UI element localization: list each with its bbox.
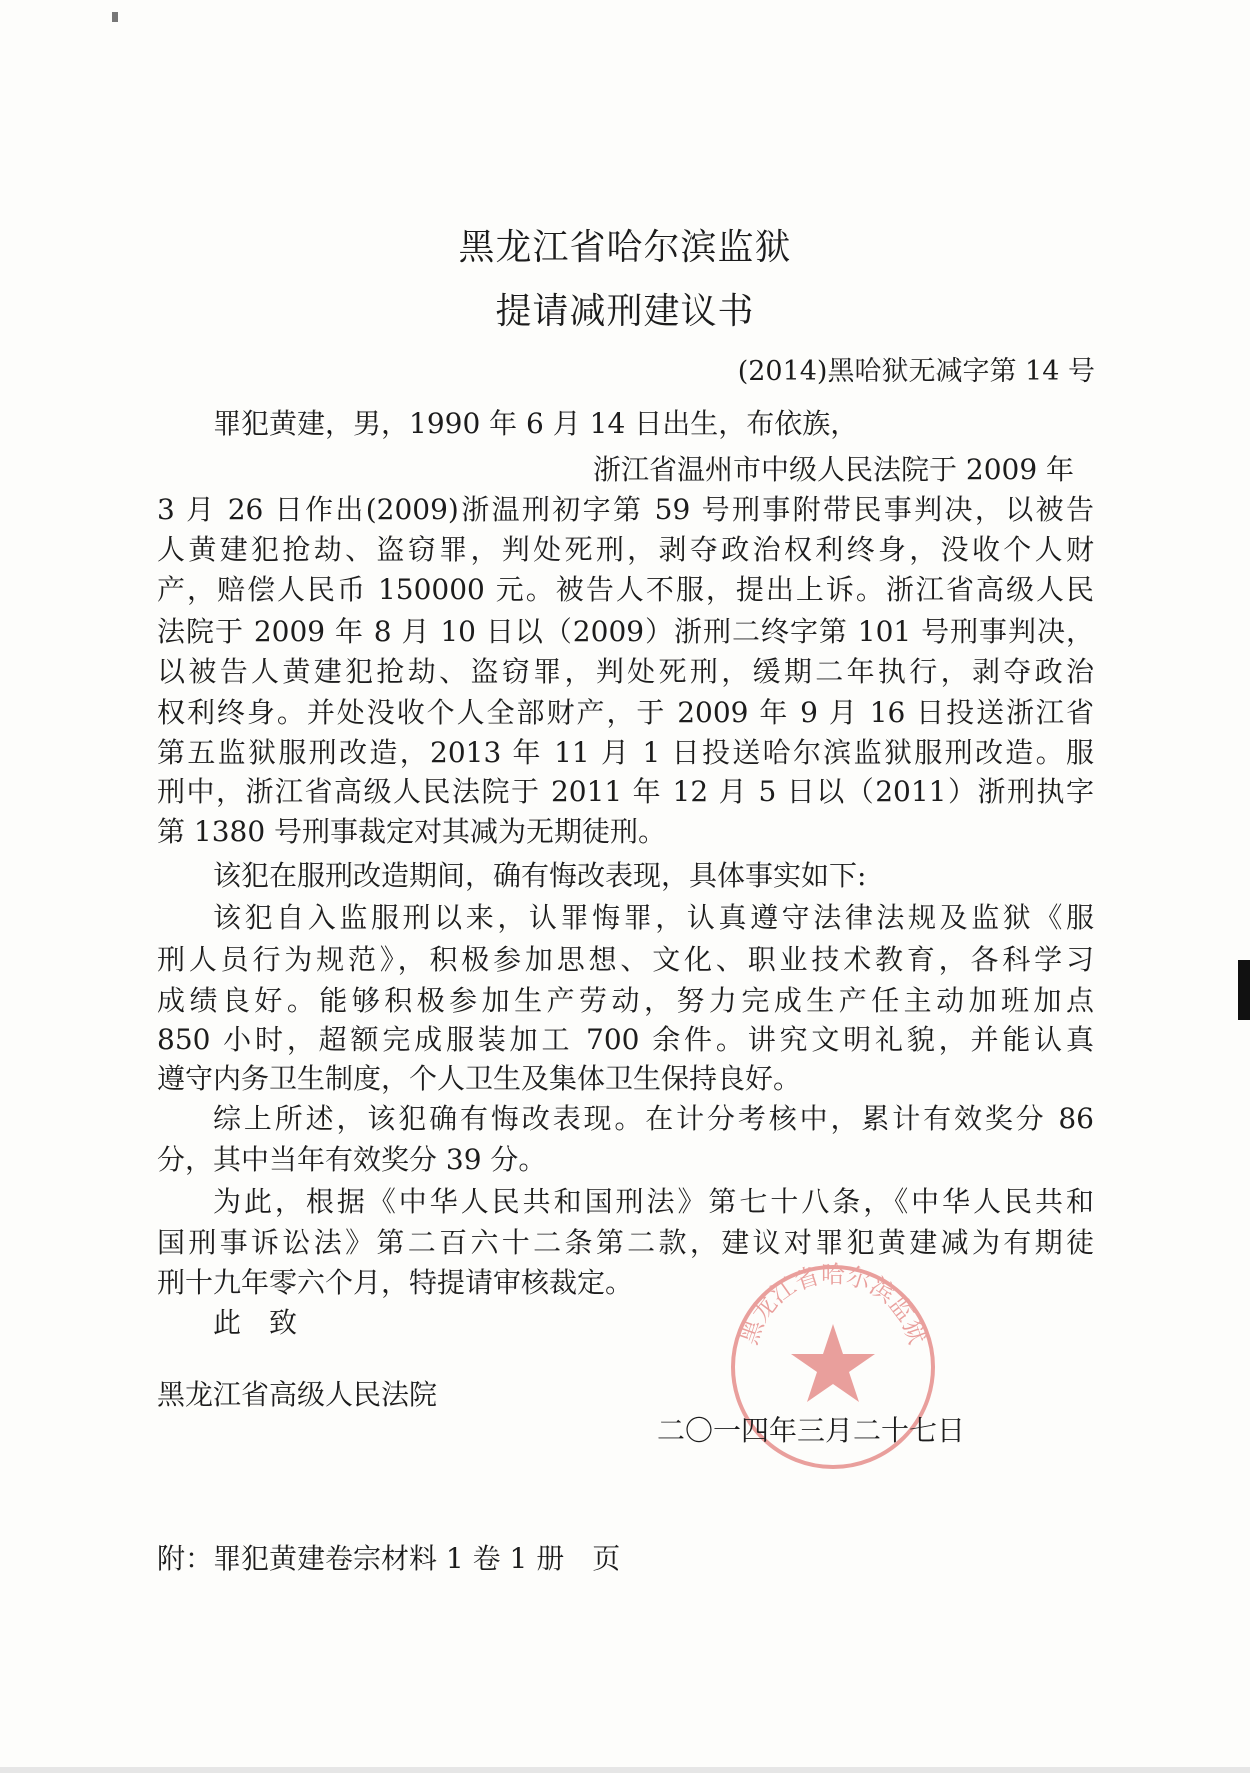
body-line-17: 遵守内务卫生制度，个人卫生及集体卫生保持良好。: [157, 1062, 802, 1095]
body-line-18: 综上所述，该犯确有悔改表现。在计分考核中，累计有效奖分 86: [213, 1102, 1094, 1135]
body-line-5: 产，赔偿人民币 150000 元。被告人不服，提出上诉。浙江省高级人民: [157, 573, 1094, 606]
seal-text: 黑龙江省哈尔滨监狱: [734, 1262, 932, 1349]
body-line-21: 国刑事诉讼法》第二百六十二条第二款，建议对罪犯黄建减为有期徒: [157, 1226, 1094, 1259]
body-line-4: 人黄建犯抢劫、盗窃罪，判处死刑，剥夺政治权利终身，没收个人财: [157, 533, 1094, 566]
body-line-3: 3 月 26 日作出(2009)浙温刑初字第 59 号刑事附带民事判决，以被告: [157, 493, 1094, 526]
body-line-16: 850 小时，超额完成服装加工 700 余件。讲究文明礼貌，并能认真: [157, 1023, 1094, 1056]
body-line-11: 第 1380 号刑事裁定对其减为无期徒刑。: [157, 815, 667, 848]
body-line-13: 该犯自入监服刑以来，认罪悔罪，认真遵守法律法规及监狱《服: [213, 901, 1094, 934]
body-line-19: 分，其中当年有效奖分 39 分。: [157, 1143, 547, 1176]
star-icon: [791, 1324, 875, 1402]
document-title: 黑龙江省哈尔滨监狱: [458, 227, 792, 268]
body-line-22: 刑十九年零六个月，特提请审核裁定。: [157, 1266, 634, 1299]
scan-artifact: [112, 12, 118, 22]
body-line-1: 罪犯黄建，男，1990 年 6 月 14 日出生，布依族，: [213, 407, 859, 440]
document-subtitle: 提请减刑建议书: [495, 291, 755, 332]
body-line-15: 成绩良好。能够积极参加生产劳动，努力完成生产任主动加班加点: [157, 984, 1094, 1017]
body-line-9: 第五监狱服刑改造，2013 年 11 月 1 日投送哈尔滨监狱服刑改造。服: [157, 736, 1094, 769]
document-number: (2014)黑哈狱无减字第 14 号: [737, 356, 1095, 387]
document-date: 二〇一四年三月二十七日: [657, 1414, 966, 1447]
body-line-7: 以被告人黄建犯抢劫、盗窃罪，判处死刑，缓期二年执行，剥夺政治: [157, 655, 1094, 688]
body-line-20: 为此，根据《中华人民共和国刑法》第七十八条，《中华人民共和: [213, 1185, 1094, 1218]
body-line-6: 法院于 2009 年 8 月 10 日以（2009）浙刑二终字第 101 号刑事判决，: [157, 615, 1094, 648]
body-line-8: 权利终身。并处没收个人全部财产，于 2009 年 9 月 16 日投送浙江省: [157, 696, 1094, 729]
body-line-10: 刑中，浙江省高级人民法院于 2011 年 12 月 5 日以（2011）浙刑执字: [157, 775, 1094, 808]
scan-artifact-edge: [1238, 960, 1250, 1020]
body-line-2: 浙江省温州市中级人民法院于 2009 年: [593, 453, 1075, 486]
body-line-12: 该犯在服刑改造期间，确有悔改表现，具体事实如下:: [213, 859, 867, 892]
recipient: 黑龙江省高级人民法院: [157, 1378, 438, 1411]
scan-bottom-edge: [0, 1767, 1250, 1773]
attachment-note: 附：罪犯黄建卷宗材料 1 卷 1 册 页: [157, 1542, 621, 1575]
closing-salutation: 此 致: [213, 1306, 298, 1339]
body-line-14: 刑人员行为规范》，积极参加思想、文化、职业技术教育，各科学习: [157, 943, 1094, 976]
